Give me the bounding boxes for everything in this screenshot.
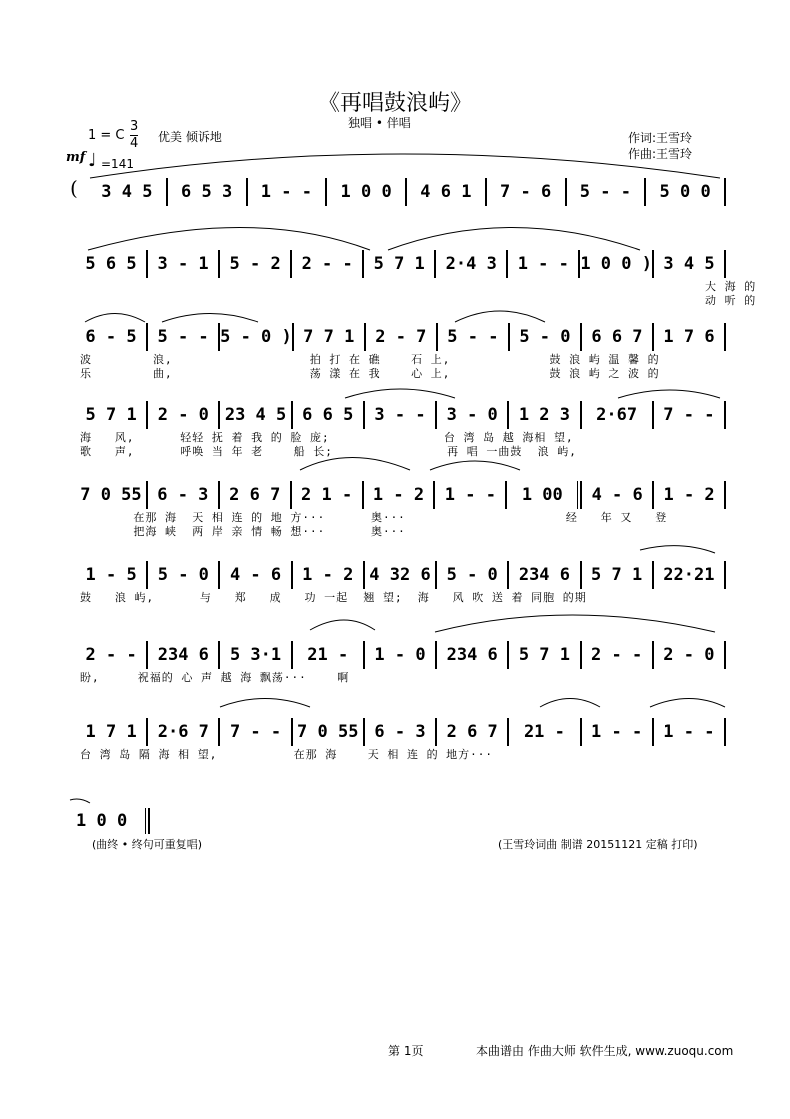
measure: 2 - 0 bbox=[663, 645, 715, 665]
measure: 1 00 bbox=[521, 485, 563, 505]
measure: 1 7 1 bbox=[85, 722, 137, 742]
measure: 2·67 bbox=[596, 405, 638, 425]
software-credit: 本曲谱由 作曲大师 软件生成, www.zuoqu.com bbox=[476, 1044, 734, 1058]
measure: 1 - - bbox=[517, 254, 569, 274]
barline bbox=[724, 178, 726, 206]
song-title: 《再唱鼓浪屿》 bbox=[317, 91, 472, 116]
measure: 1 - 2 bbox=[663, 485, 715, 505]
measure: 4 - 6 bbox=[229, 565, 282, 585]
measure: 1 - - bbox=[260, 182, 312, 202]
staff-row bbox=[76, 483, 726, 507]
measure: 4 6 1 bbox=[420, 182, 472, 202]
measure: 6 - 3 bbox=[157, 485, 209, 505]
measure: 7 - - bbox=[663, 405, 715, 425]
composer-credit: 作曲:王雪玲 bbox=[628, 147, 693, 161]
page-number: 第 1页 bbox=[388, 1044, 424, 1058]
measure: 22·21 bbox=[663, 565, 715, 585]
measure: 1 - 0 bbox=[374, 645, 426, 665]
lyric-line: 大 海 的 bbox=[80, 280, 757, 293]
measure: 6 6 5 bbox=[302, 405, 354, 425]
colophon: (王雪玲词曲 制谱 20151121 定稿 打印) bbox=[498, 838, 698, 851]
final-measure: 1 0 0 bbox=[76, 808, 150, 834]
staff-row bbox=[76, 643, 726, 667]
measure: 234 6 bbox=[518, 565, 571, 585]
measure: 1 2 3 bbox=[518, 405, 571, 425]
measure: 3 4 5 bbox=[101, 182, 153, 202]
staff-row bbox=[76, 403, 726, 427]
staff-row bbox=[76, 720, 726, 744]
dynamic-mark: mf bbox=[66, 150, 86, 165]
measure: 5 - 0 ) bbox=[220, 327, 292, 347]
opening-paren: ( bbox=[70, 176, 78, 200]
measure: 1 - 2 bbox=[302, 565, 354, 585]
measure: 23 4 5 bbox=[224, 405, 287, 425]
measure: 6 6 7 bbox=[591, 327, 643, 347]
measure: 2 - - bbox=[85, 645, 137, 665]
staff-row bbox=[76, 325, 726, 349]
lyric-line: 把海 峡 两 岸 亲 情 畅 想··· 奥··· bbox=[80, 525, 406, 538]
measure: 5 - - bbox=[447, 327, 499, 347]
lyric-line: 鼓 浪 屿, 与 郑 成 功 一起 翘 望; 海 风 吹 送 着 同胞 的期 bbox=[80, 591, 587, 604]
lyric-line: 海 风, 轻轻 抚 着 我 的 脸 庞; 台 湾 岛 越 海相 望, bbox=[80, 431, 574, 444]
performance-type: 独唱 • 伴唱 bbox=[348, 116, 411, 130]
measure: 7 0 55 bbox=[80, 485, 142, 505]
measure: 3 - 0 bbox=[446, 405, 498, 425]
barline bbox=[724, 561, 726, 589]
staff-row bbox=[76, 563, 726, 587]
key-signature: 1 = C bbox=[88, 128, 125, 143]
measure: 2 - 7 bbox=[375, 327, 427, 347]
barline bbox=[724, 401, 726, 429]
measure: 5 - 0 bbox=[446, 565, 498, 585]
measure: 5 6 5 bbox=[85, 254, 137, 274]
measure: 5 7 1 bbox=[591, 565, 643, 585]
measure: 4 32 6 bbox=[369, 565, 431, 585]
staff-row bbox=[76, 252, 726, 276]
measure: 1 0 0 bbox=[340, 182, 392, 202]
measure: 5 - - bbox=[157, 327, 209, 347]
barline bbox=[724, 641, 726, 669]
measure: 7 7 1 bbox=[303, 327, 355, 347]
barline bbox=[724, 323, 726, 351]
measure: 234 6 bbox=[446, 645, 498, 665]
barline bbox=[724, 481, 726, 509]
measure: 5 - 0 bbox=[519, 327, 571, 347]
measure: 2 - - bbox=[301, 254, 353, 274]
measure: 5 7 1 bbox=[85, 405, 137, 425]
measure: 2·4 3 bbox=[445, 254, 497, 274]
measure: 3 - - bbox=[374, 405, 426, 425]
lyricist-credit: 作词:王雪玲 bbox=[628, 131, 693, 145]
measure: 2 6 7 bbox=[446, 722, 498, 742]
measure: 234 6 bbox=[157, 645, 209, 665]
tempo-mark: =141 bbox=[101, 157, 134, 171]
measure: 2 - - bbox=[591, 645, 643, 665]
measure: 2 1 - bbox=[301, 485, 353, 505]
measure: 2·6 7 bbox=[157, 722, 209, 742]
lyric-line: 台 湾 岛 隔 海 相 望, 在那 海 天 相 连 的 地方··· bbox=[80, 748, 494, 761]
measure: 7 - 6 bbox=[500, 182, 552, 202]
measure: 5 7 1 bbox=[518, 645, 571, 665]
expression-mark: 优美 倾诉地 bbox=[158, 130, 222, 144]
measure: 2 6 7 bbox=[229, 485, 281, 505]
measure: 1 0 0 ) bbox=[580, 254, 652, 274]
lyric-line: 在那 海 天 相 连 的 地 方··· 奥··· 经 年 又 登 bbox=[80, 511, 668, 524]
measure: 1 - 2 bbox=[372, 485, 425, 505]
measure: 1 - 5 bbox=[85, 565, 137, 585]
measure: 1 - - bbox=[591, 722, 643, 742]
lyric-line: 盼, 祝福的 心 声 越 海 飘荡··· 啊 bbox=[80, 671, 350, 684]
measure: 5 - - bbox=[579, 182, 631, 202]
quarter-note-icon: ♩ bbox=[88, 150, 97, 171]
measure: 6 - 3 bbox=[374, 722, 426, 742]
measure: 7 0 55 bbox=[297, 722, 359, 742]
measure: 21 - bbox=[523, 722, 565, 742]
lyric-line: 歌 声, 呼唤 当 年 老 船 长; 再 唱 一曲鼓 浪 屿, bbox=[80, 445, 577, 458]
measure: 6 - 5 bbox=[85, 327, 137, 347]
measure: 3 4 5 bbox=[663, 254, 715, 274]
measure: 5 3·1 bbox=[229, 645, 282, 665]
final-barline bbox=[145, 808, 150, 834]
measure: 21 - bbox=[307, 645, 349, 665]
measure: 5 7 1 bbox=[373, 254, 425, 274]
measure: 1 - - bbox=[663, 722, 715, 742]
measure: 2 - 0 bbox=[157, 405, 209, 425]
measure: 6 5 3 bbox=[181, 182, 233, 202]
measure: 1 - - bbox=[444, 485, 496, 505]
measure: 7 - - bbox=[229, 722, 282, 742]
measure: 5 0 0 bbox=[659, 182, 711, 202]
lyric-line: 乐 曲, 荡 漾 在 我 心 上, 鼓 浪 屿 之 波 的 bbox=[80, 367, 660, 380]
measure: 5 - 0 bbox=[157, 565, 209, 585]
lyric-line: 波 浪, 拍 打 在 礁 石 上, 鼓 浪 屿 温 馨 的 bbox=[80, 353, 660, 366]
barline bbox=[724, 250, 726, 278]
time-signature: $\frac{3}{4}$ bbox=[130, 119, 139, 151]
measure: 3 - 1 bbox=[157, 254, 209, 274]
measure: 1 7 6 bbox=[663, 327, 715, 347]
barline bbox=[724, 718, 726, 746]
measure: 5 - 2 bbox=[229, 254, 281, 274]
staff-row bbox=[88, 180, 726, 204]
ending-note: (曲终 • 终句可重复唱) bbox=[92, 838, 203, 851]
lyric-line: 动 听 的 bbox=[80, 294, 757, 307]
measure: 4 - 6 bbox=[591, 485, 643, 505]
